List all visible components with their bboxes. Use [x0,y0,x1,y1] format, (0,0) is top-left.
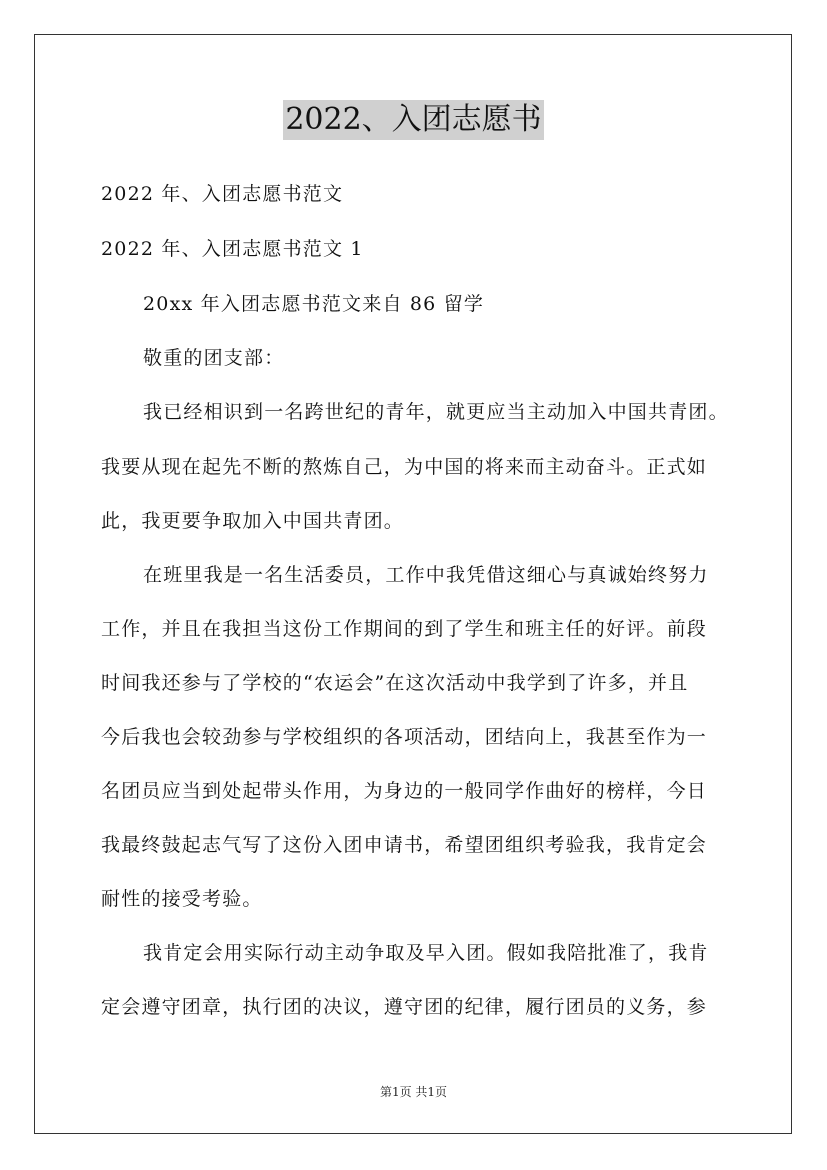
title-container [0,100,827,140]
paragraph-line: 时间我还参与了学校的“农运会”在这次活动中我学到了许多，并且 [101,672,689,694]
document-title: 2022、入团志愿书 [283,100,543,140]
paragraph-line: 此，我更要争取加入中国共青团。 [101,510,405,532]
paragraph-line: 定会遵守团章，执行团的决议，遵守团的纪律，履行团员的义务，参 [101,996,708,1018]
paragraph-line: 今后我也会较劲参与学校组织的各项活动，团结向上，我甚至作为一 [101,726,708,748]
paragraph-line: 我最终鼓起志气写了这份入团申请书，希望团组织考验我，我肯定会 [101,834,708,856]
page-number: 第1页 共1页 [379,1085,448,1099]
paragraph-line: 名团员应当到处起带头作用，为身边的一般同学作曲好的榜样，今日 [101,780,708,802]
subtitle-line: 2022 年、入团志愿书范文 [101,183,344,205]
paragraph-line: 我肯定会用实际行动主动争取及早入团。假如我陪批准了，我肯 [143,942,709,964]
paragraph-line: 耐性的接受考验。 [101,888,263,910]
subtitle-line: 2022 年、入团志愿书范文 1 [101,238,364,260]
salutation-line: 敬重的团支部： [143,347,285,369]
paragraph-line: 我要从现在起先不断的熬炼自己，为中国的将来而主动奋斗。正式如 [101,456,708,478]
paragraph-line: 我已经相识到一名跨世纪的青年，就更应当主动加入中国共青团。 [143,401,729,423]
paragraph-line: 20xx 年入团志愿书范文来自 86 留学 [143,293,485,315]
paragraph-line: 在班里我是一名生活委员，工作中我凭借这细心与真诚始终努力 [143,564,709,586]
paragraph-line: 工作，并且在我担当这份工作期间的到了学生和班主任的好评。前段 [101,618,708,640]
